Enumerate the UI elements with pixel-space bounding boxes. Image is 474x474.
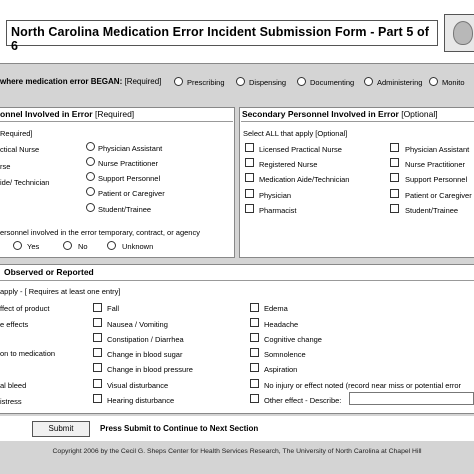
effect-col1-label: ffect of product xyxy=(0,304,50,313)
phase-option-label: Prescribing xyxy=(187,78,225,87)
effect-col3-label: Aspiration xyxy=(264,365,298,374)
title-bar xyxy=(0,0,474,64)
secondary-check-student[interactable] xyxy=(390,204,399,213)
primary-option-rn: rse xyxy=(0,162,11,171)
secondary-option-label: Nurse Practitioner xyxy=(405,160,466,169)
phase-question: where medication error BEGAN: [Required] xyxy=(0,77,162,86)
primary-option-lpn: ctical Nurse xyxy=(0,145,40,154)
effect-check-cognitive[interactable] xyxy=(250,333,259,342)
primary-radio-patient[interactable] xyxy=(86,187,95,196)
other-effect-input[interactable] xyxy=(349,392,474,405)
effect-col2-label: Nausea / Vomiting xyxy=(107,320,168,329)
secondary-instruction: Select ALL that apply [Optional] xyxy=(243,129,348,138)
copyright-text: Copyright 2006 by the Cecil G. Sheps Center for Health Services Research, The University of North Carolina at Chapel Hill xyxy=(52,448,422,455)
effect-col3-label: Cognitive change xyxy=(264,335,322,344)
secondary-option-label: Physician Assistant xyxy=(405,145,470,154)
effects-instruction: apply - [ Requires at least one entry] xyxy=(0,287,121,296)
effect-check-other[interactable] xyxy=(250,394,259,403)
divider xyxy=(241,121,474,122)
secondary-option-label: Patient or Caregiver xyxy=(405,191,472,200)
secondary-option-label: Registered Nurse xyxy=(259,160,318,169)
effect-check-nausea[interactable] xyxy=(93,318,102,327)
secondary-check-lpn[interactable] xyxy=(245,143,254,152)
effect-check-constipation[interactable] xyxy=(93,333,102,342)
temp-radio-yes[interactable] xyxy=(13,241,22,250)
divider xyxy=(0,121,233,122)
effect-col2-label: Change in blood sugar xyxy=(107,350,183,359)
footer-band xyxy=(0,441,474,474)
effect-col2-label: Change in blood pressure xyxy=(107,365,193,374)
temp-personnel-question: ersonnel involved in the error temporary, contract, or agency xyxy=(0,228,200,237)
effect-col1-label: istress xyxy=(0,397,22,406)
submit-button[interactable]: Submit xyxy=(32,421,90,437)
effect-col1-label: al bleed xyxy=(0,381,27,390)
secondary-option-label: Student/Trainee xyxy=(405,206,459,215)
phase-option-label: Documenting xyxy=(310,78,355,87)
effect-col2-label: Fall xyxy=(107,304,120,313)
effect-check-headache[interactable] xyxy=(250,318,259,327)
primary-radio-np[interactable] xyxy=(86,157,95,166)
effect-check-somnolence[interactable] xyxy=(250,348,259,357)
effect-check-blood-pressure[interactable] xyxy=(93,363,102,372)
submit-note: Press Submit to Continue to Next Section xyxy=(100,424,259,433)
effect-check-hearing[interactable] xyxy=(93,394,102,403)
secondary-check-np[interactable] xyxy=(390,158,399,167)
phase-radio-administering[interactable] xyxy=(364,77,373,86)
primary-required-note: Required] xyxy=(0,129,33,138)
primary-option-aide: ide/ Technician xyxy=(0,178,50,187)
effect-check-aspiration[interactable] xyxy=(250,363,259,372)
phase-radio-monitoring[interactable] xyxy=(429,77,438,86)
secondary-option-label: Support Personnel xyxy=(405,175,468,184)
secondary-option-label: Physician xyxy=(259,191,292,200)
effect-check-visual[interactable] xyxy=(93,379,102,388)
primary-radio-support[interactable] xyxy=(86,172,95,181)
effect-col1-label: e effects xyxy=(0,320,29,329)
secondary-check-pharmacist[interactable] xyxy=(245,204,254,213)
effect-check-fall[interactable] xyxy=(93,303,102,312)
effect-check-no-injury[interactable] xyxy=(250,379,259,388)
effect-col3-label: Somnolence xyxy=(264,350,306,359)
phase-radio-prescribing[interactable] xyxy=(174,77,183,86)
temp-option-label: No xyxy=(78,242,88,251)
secondary-option-label: Licensed Practical Nurse xyxy=(259,145,342,154)
phase-option-label: Dispensing xyxy=(249,78,287,87)
effect-col1-label: on to medication xyxy=(0,349,56,358)
temp-radio-unknown[interactable] xyxy=(107,241,116,250)
phase-radio-dispensing[interactable] xyxy=(236,77,245,86)
title-box xyxy=(6,20,438,53)
effect-check-blood-sugar[interactable] xyxy=(93,348,102,357)
secondary-check-rn[interactable] xyxy=(245,158,254,167)
temp-option-label: Unknown xyxy=(122,242,154,251)
primary-radio-pa[interactable] xyxy=(86,142,95,151)
university-seal-icon xyxy=(444,14,474,52)
effect-col3-label: Edema xyxy=(264,304,288,313)
page-title: North Carolina Medication Error Incident Submission Form - Part 5 of 6 xyxy=(11,25,429,53)
effect-col2-label: Constipation / Diarrhea xyxy=(107,335,184,344)
phase-option-label: Monito xyxy=(442,78,465,87)
effect-col2-label: Visual disturbance xyxy=(107,381,169,390)
temp-radio-no[interactable] xyxy=(63,241,72,250)
secondary-personnel-header: Secondary Personnel Involved in Error [Optional] xyxy=(242,109,438,119)
temp-option-label: Yes xyxy=(27,242,40,251)
secondary-check-patient[interactable] xyxy=(390,189,399,198)
secondary-check-physician[interactable] xyxy=(245,189,254,198)
divider xyxy=(0,280,474,281)
phase-option-label: Administering xyxy=(377,78,423,87)
phase-radio-documenting[interactable] xyxy=(297,77,306,86)
effect-col2-label: Hearing disturbance xyxy=(107,396,175,405)
secondary-check-support[interactable] xyxy=(390,173,399,182)
secondary-option-label: Pharmacist xyxy=(259,206,297,215)
effects-header: Observed or Reported xyxy=(4,267,94,277)
effect-col3-label: Headache xyxy=(264,320,299,329)
primary-personnel-header: onnel Involved in Error [Required] xyxy=(0,109,135,119)
effect-col3-label: Other effect - Describe: xyxy=(264,396,342,405)
primary-option-label: Support Personnel xyxy=(98,174,161,183)
secondary-check-aide[interactable] xyxy=(245,173,254,182)
primary-option-label: Patient or Caregiver xyxy=(98,189,165,198)
primary-option-label: Physician Assistant xyxy=(98,144,163,153)
effect-check-edema[interactable] xyxy=(250,303,259,312)
secondary-check-pa[interactable] xyxy=(390,143,399,152)
primary-option-label: Student/Trainee xyxy=(98,205,152,214)
primary-radio-student[interactable] xyxy=(86,203,95,212)
primary-option-label: Nurse Practitioner xyxy=(98,159,159,168)
effect-col3-label: No injury or effect noted (record near miss or potential error xyxy=(264,381,462,390)
secondary-option-label: Medication Aide/Technician xyxy=(259,175,350,184)
